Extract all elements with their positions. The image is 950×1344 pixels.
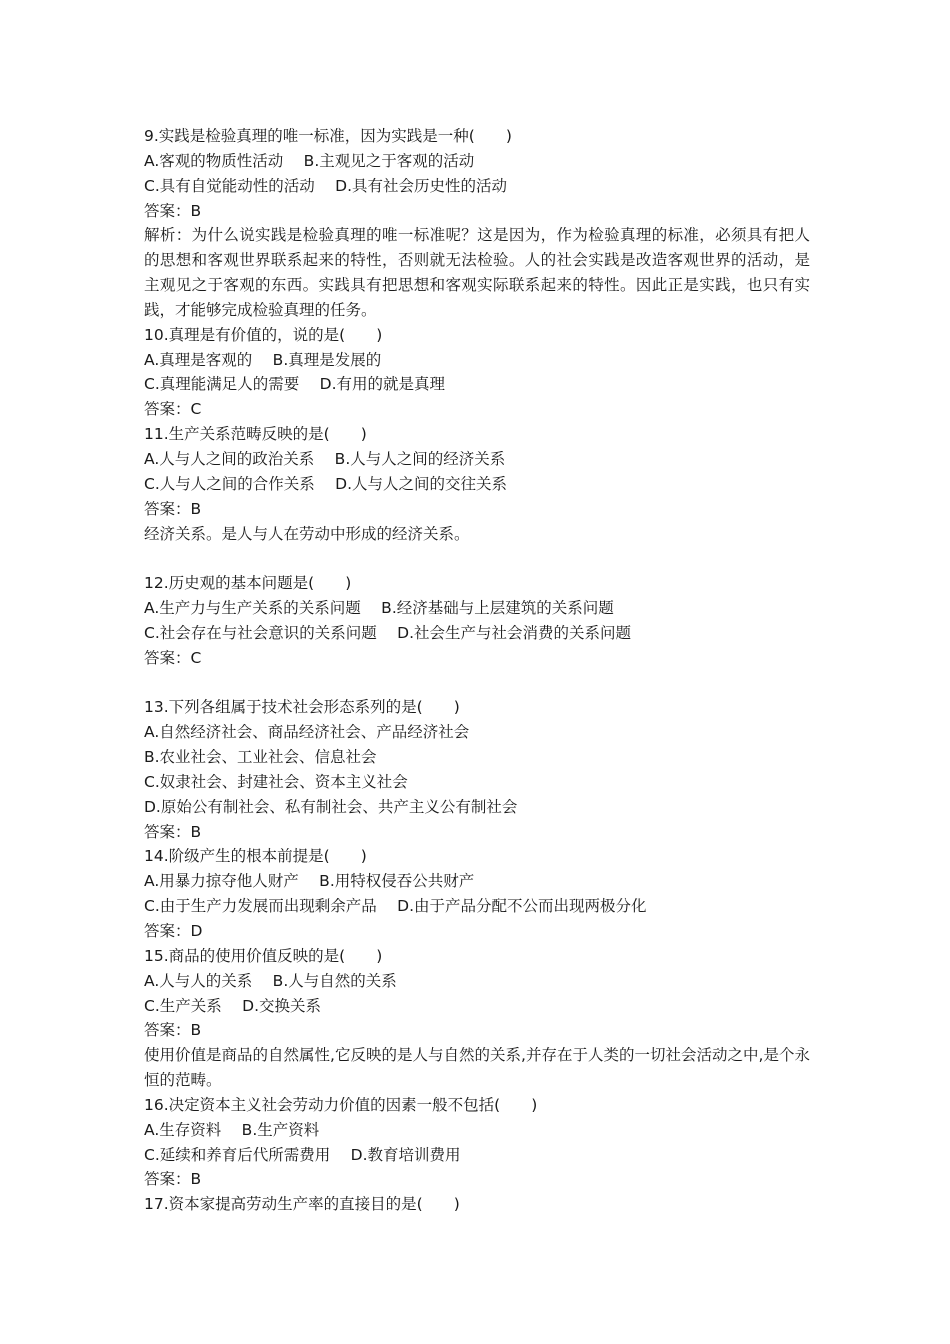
question-14-options-cd: C.由于生产力发展而出现剩余产品 D.由于产品分配不公而出现两极分化 [144, 897, 647, 916]
spacer [144, 546, 810, 571]
question-13: 13.下列各组属于技术社会形态系列的是( ) [144, 698, 460, 717]
question-10-answer: 答案：C [144, 400, 202, 419]
question-15: 15.商品的使用价值反映的是( ) [144, 946, 383, 965]
question-16-options-ab: A.生存资料 B.生产资料 [144, 1120, 320, 1139]
question-15-analysis: 使用价值是商品的自然属性,它反映的是人与自然的关系,并存在于人类的一切社会活动之中,是个永恒的范畴。 [144, 1046, 810, 1090]
question-12-options-cd: C.社会存在与社会意识的关系问题 D.社会生产与社会消费的关系问题 [144, 623, 632, 642]
question-16: 16.决定资本主义社会劳动力价值的因素一般不包括( ) [144, 1095, 538, 1114]
spacer [144, 671, 810, 696]
question-12-options-ab: A.生产力与生产关系的关系问题 B.经济基础与上层建筑的关系问题 [144, 599, 614, 618]
question-12-answer: 答案：C [144, 648, 202, 667]
question-13-option-c: C.奴隶社会、封建社会、资本主义社会 [144, 772, 408, 791]
question-13-option-b: B.农业社会、工业社会、信息社会 [144, 748, 377, 767]
question-9-answer: 答案：B [144, 201, 202, 220]
question-15-options-cd: C.生产关系 D.交换关系 [144, 996, 322, 1015]
question-9-analysis: 解析：为什么说实践是检验真理的唯一标准呢？这是因为，作为检验真理的标准，必须具有把人的思想和客观世界联系起来的特性，否则就无法检验。人的社会实践是改造客观世界的活动，是主观见之于客观的东西。实践具有把思想和客观实际联系起来的特性。因此正是实践，也只有实践，才能够完成检验真理的任务。 [144, 226, 810, 319]
question-16-options-cd: C.延续和养育后代所需费用 D.教育培训费用 [144, 1145, 461, 1164]
question-11-analysis: 经济关系。是人与人在劳动中形成的经济关系。 [144, 524, 470, 543]
question-9-options-cd: C.具有自觉能动性的活动 D.具有社会历史性的活动 [144, 176, 508, 195]
question-15-answer: 答案：B [144, 1021, 202, 1040]
question-9-options-ab: A.客观的物质性活动 B.主观见之于客观的活动 [144, 151, 475, 170]
question-14-options-ab: A.用暴力掠夺他人财产 B.用特权侵吞公共财产 [144, 872, 475, 891]
question-15-options-ab: A.人与人的关系 B.人与自然的关系 [144, 971, 397, 990]
question-16-answer: 答案：B [144, 1170, 202, 1189]
question-10-options-ab: A.真理是客观的 B.真理是发展的 [144, 350, 382, 369]
question-11-options-cd: C.人与人之间的合作关系 D.人与人之间的交往关系 [144, 474, 508, 493]
question-11-answer: 答案：B [144, 499, 202, 518]
question-11: 11.生产关系范畴反映的是( ) [144, 425, 367, 444]
document-body [144, 124, 810, 1217]
question-11-options-ab: A.人与人之间的政治关系 B.人与人之间的经济关系 [144, 449, 506, 468]
question-13-option-a: A.自然经济社会、商品经济社会、产品经济社会 [144, 723, 470, 742]
question-13-option-d: D.原始公有制社会、私有制社会、共产主义公有制社会 [144, 797, 518, 816]
question-14-answer: 答案：D [144, 922, 203, 940]
question-12: 12.历史观的基本问题是( ) [144, 574, 352, 593]
question-17: 17.资本家提高劳动生产率的直接目的是( ) [144, 1195, 460, 1214]
question-14: 14.阶级产生的根本前提是( ) [144, 847, 367, 866]
question-10-options-cd: C.真理能满足人的需要 D.有用的就是真理 [144, 375, 446, 394]
question-13-answer: 答案：B [144, 822, 202, 841]
question-10: 10.真理是有价值的，说的是( ) [144, 325, 383, 344]
question-9: 9.实践是检验真理的唯一标准，因为实践是一种( ) [144, 127, 512, 145]
